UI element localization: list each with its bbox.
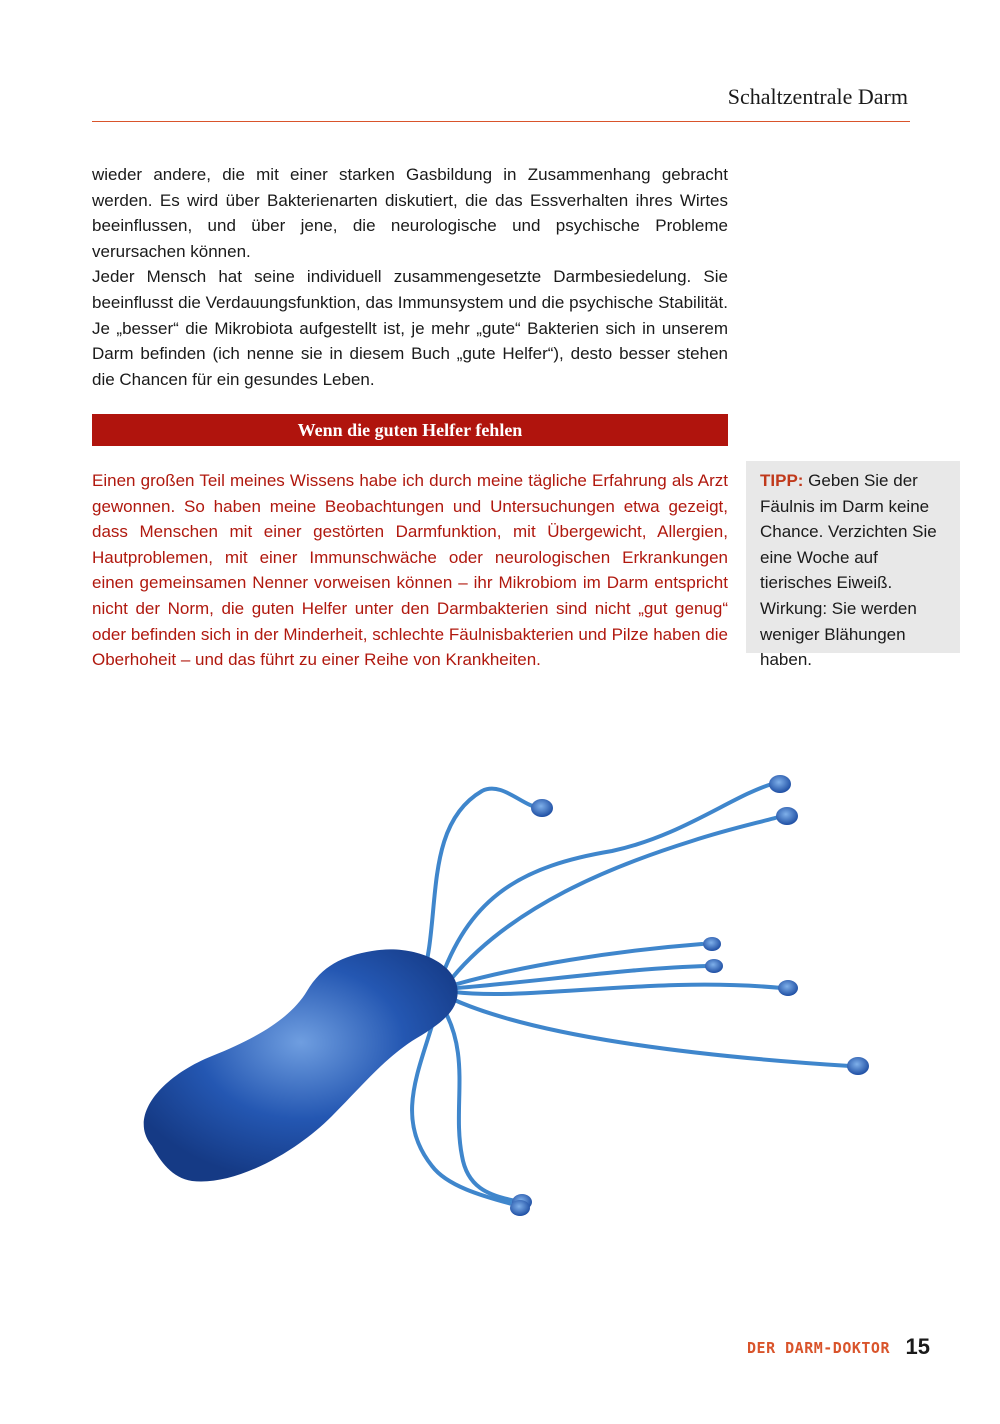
tip-text bbox=[760, 468, 948, 673]
flagellum-tip-icon bbox=[769, 775, 791, 793]
tip-body: Geben Sie der Fäulnis im Darm keine Chance. Verzichten Sie eine Woche auf tierisches Eiweiß. Wirkung: Sie werden weniger Blähungen haben. bbox=[760, 471, 937, 670]
bacterium-illustration bbox=[92, 756, 910, 1256]
footer-brand: DER DARM-DOKTOR bbox=[747, 1339, 890, 1357]
section-text: Einen großen Teil meines Wissens habe ich durch meine tägliche Erfahrung als Arzt gewonnen. So haben meine Beobachtungen und Untersuchungen etwa gezeigt, dass Menschen mit einer gestörten Darmfunktion, mit Übergewicht, Allergien, Hautproblemen, mit einer Immunschwäche oder neurologischen Erkrankungen einen gemeinsamen Nenner vorweisen können – ihr Mikrobiom im Darm entspricht nicht der Norm, die guten Helfer unter den Darmbakterien sind nicht „gut genug“ oder befinden sich in der Minderheit, schlechte Fäulnisbakterien und Pilze haben die Oberhoheit – und das führt zu einer Reihe von Krankheiten. bbox=[92, 471, 728, 670]
flagellum-tip-icon bbox=[705, 959, 723, 973]
flagellum-tip-icon bbox=[847, 1057, 869, 1075]
page-number: 15 bbox=[905, 1334, 930, 1359]
flagellum-tip-icon bbox=[510, 1200, 530, 1216]
flagellum-tip-icon bbox=[531, 799, 553, 817]
body-paragraph: Jeder Mensch hat seine individuell zusammengesetzte Darmbesiedelung. Sie beeinflusst die Verdauungsfunktion, das Immunsystem und die psychische Stabilität. Je „besser“ die Mikrobiota aufgestellt ist, je mehr „gute“ Bakterien sich in unserem Darm befinden (ich nenne sie in diesem Buch „gute Helfer“), desto besser stehen die Chancen für ein gesundes Leben. bbox=[92, 267, 728, 389]
header-divider bbox=[92, 121, 910, 122]
bacterium-body bbox=[144, 949, 458, 1181]
flagellum-tip-icon bbox=[776, 807, 798, 825]
tip-box bbox=[746, 461, 960, 670]
running-header-title: Schaltzentrale Darm bbox=[727, 84, 908, 109]
section-heading: Wenn die guten Helfer fehlen bbox=[92, 414, 728, 446]
body-paragraph: wieder andere, die mit einer starken Gasbildung in Zusammenhang gebracht werden. Es wird über Bakterienarten diskutiert, die das Essverhalten ihres Wirtes beeinflussen, und über jene, die neurologische und psychische Probleme verursachen können. bbox=[92, 165, 728, 261]
flagellum-tip-icon bbox=[778, 980, 798, 996]
flagellum-tip-icon bbox=[703, 937, 721, 951]
body-text bbox=[92, 162, 728, 392]
tip-label: TIPP: bbox=[760, 471, 804, 490]
